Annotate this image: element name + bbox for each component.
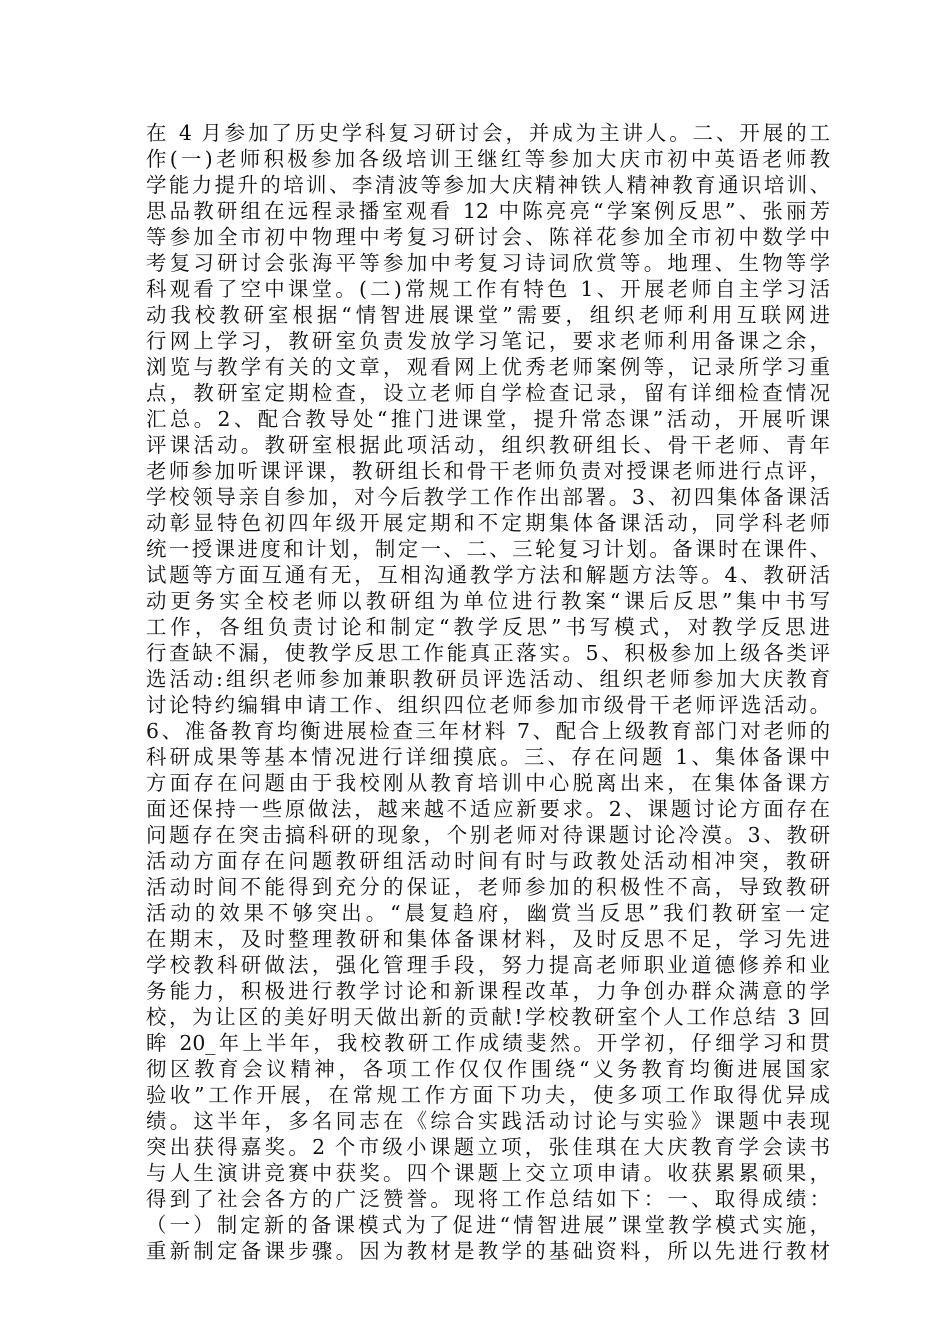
text-line: 等参加全市初中物理中考复习研讨会、陈祥花参加全市初中数学中 — [146, 225, 830, 249]
text-line: 在期末，及时整理教研和集体备课材料，及时反思不足，学习先进 — [146, 927, 830, 951]
text-line: 活动的效果不够突出。“晨复趋府，幽赏当反思”我们教研室一定 — [146, 901, 830, 925]
text-line: 绩。这半年，多名同志在《综合实践活动讨论与实验》课题中表现 — [146, 1109, 830, 1133]
text-line: 面还保持一些原做法，越来越不适应新要求。2、课题讨论方面存在 — [146, 797, 830, 821]
text-line: 浏览与教学有关的文章，观看网上优秀老师案例等，记录所学习重 — [146, 355, 830, 379]
text-line: 科研成果等基本情况进行详细摸底。三、存在问题 1、集体备课中 — [146, 745, 830, 769]
text-line: 试题等方面互通有无，互相沟通教学方法和解题方法等。4、教研活 — [146, 563, 830, 587]
text-line: 突出获得嘉奖。2 个市级小课题立项，张佳琪在大庆教育学会读书 — [146, 1135, 830, 1159]
text-line: 选活动:组织老师参加兼职教研员评选活动、组织老师参加大庆教育 — [146, 667, 830, 691]
text-line: 评课活动。教研室根据此项活动，组织教研组长、骨干老师、青年 — [146, 433, 830, 457]
text-line: 点，教研室定期检查，设立老师自学检查记录，留有详细检查情况 — [146, 381, 830, 405]
text-line: 在 4 月参加了历史学科复习研讨会，并成为主讲人。二、开展的工 — [146, 121, 830, 145]
text-line: 得到了社会各方的广泛赞誉。现将工作总结如下：一、取得成绩： — [146, 1187, 830, 1211]
text-line: 与人生演讲竞赛中获奖。四个课题上交立项申请。收获累累硕果， — [146, 1161, 830, 1185]
text-line: 讨论特约编辑申请工作、组织四位老师参加市级骨干老师评选活动。 — [146, 693, 830, 717]
text-line: 思品教研组在远程录播室观看 12 中陈亮亮“学案例反思”、张丽芳 — [146, 199, 830, 223]
text-line: 彻区教育会议精神，各项工作仅仅作围绕“义务教育均衡进展国家 — [146, 1057, 830, 1081]
text-line: 汇总。2、配合教导处“推门进课堂，提升常态课”活动，开展听课 — [146, 407, 830, 431]
text-line: 6、准备教育均衡进展检查三年材料 7、配合上级教育部门对老师的 — [146, 719, 830, 743]
text-line: 考复习研讨会张海平等参加中考复习诗词欣赏等。地理、生物等学 — [146, 251, 830, 275]
text-line: 行网上学习，教研室负责发放学习笔记，要求老师利用备课之余， — [146, 329, 830, 353]
text-line: 学校领导亲自参加，对今后教学工作作出部署。3、初四集体备课活 — [146, 485, 830, 509]
text-line: 方面存在问题由于我校刚从教育培训中心脱离出来，在集体备课方 — [146, 771, 830, 795]
text-line: 行查缺不漏，使教学反思工作能真正落实。5、积极参加上级各类评 — [146, 641, 830, 665]
text-line: 活动时间不能得到充分的保证，老师参加的积极性不高，导致教研 — [146, 875, 830, 899]
text-line: 老师参加听课评课，教研组长和骨干老师负责对授课老师进行点评， — [146, 459, 830, 483]
text-line: 作(一)老师积极参加各级培训王继红等参加大庆市初中英语老师教 — [146, 147, 830, 171]
text-line: 重新制定备课步骤。因为教材是教学的基础资料，所以先进行教材 — [146, 1239, 830, 1263]
text-line: 务能力，积极进行教学讨论和新课程改革，力争创办群众满意的学 — [146, 979, 830, 1003]
text-line: 工作，各组负责讨论和制定“教学反思”书写模式，对教学反思进 — [146, 615, 830, 639]
text-line: （一）制定新的备课模式为了促进“情智进展”课堂教学模式实施， — [146, 1213, 830, 1237]
text-line: 学能力提升的培训、李清波等参加大庆精神铁人精神教育通识培训、 — [146, 173, 830, 197]
document-page — [146, 120, 830, 1264]
text-line: 学校教科研做法，强化管理手段，努力提高老师职业道德修养和业 — [146, 953, 830, 977]
text-line: 眸 20_年上半年，我校教研工作成绩斐然。开学初，仔细学习和贯 — [146, 1031, 830, 1055]
text-line: 动我校教研室根据“情智进展课堂”需要，组织老师利用互联网进 — [146, 303, 830, 327]
text-line: 活动方面存在问题教研组活动时间有时与政教处活动相冲突，教研 — [146, 849, 830, 873]
text-line: 校，为让区的美好明天做出新的贡献!学校教研室个人工作总结 3 回 — [146, 1005, 830, 1029]
text-line: 科观看了空中课堂。(二)常规工作有特色 1、开展老师自主学习活 — [146, 277, 830, 301]
text-line: 动彰显特色初四年级开展定期和不定期集体备课活动，同学科老师 — [146, 511, 830, 535]
text-line: 动更务实全校老师以教研组为单位进行教案“课后反思”集中书写 — [146, 589, 830, 613]
text-line: 统一授课进度和计划，制定一、二、三轮复习计划。备课时在课件、 — [146, 537, 830, 561]
text-line: 验收”工作开展，在常规工作方面下功夫，使多项工作取得优异成 — [146, 1083, 830, 1107]
text-line: 问题存在突击搞科研的现象，个别老师对待课题讨论冷漠。3、教研 — [146, 823, 830, 847]
